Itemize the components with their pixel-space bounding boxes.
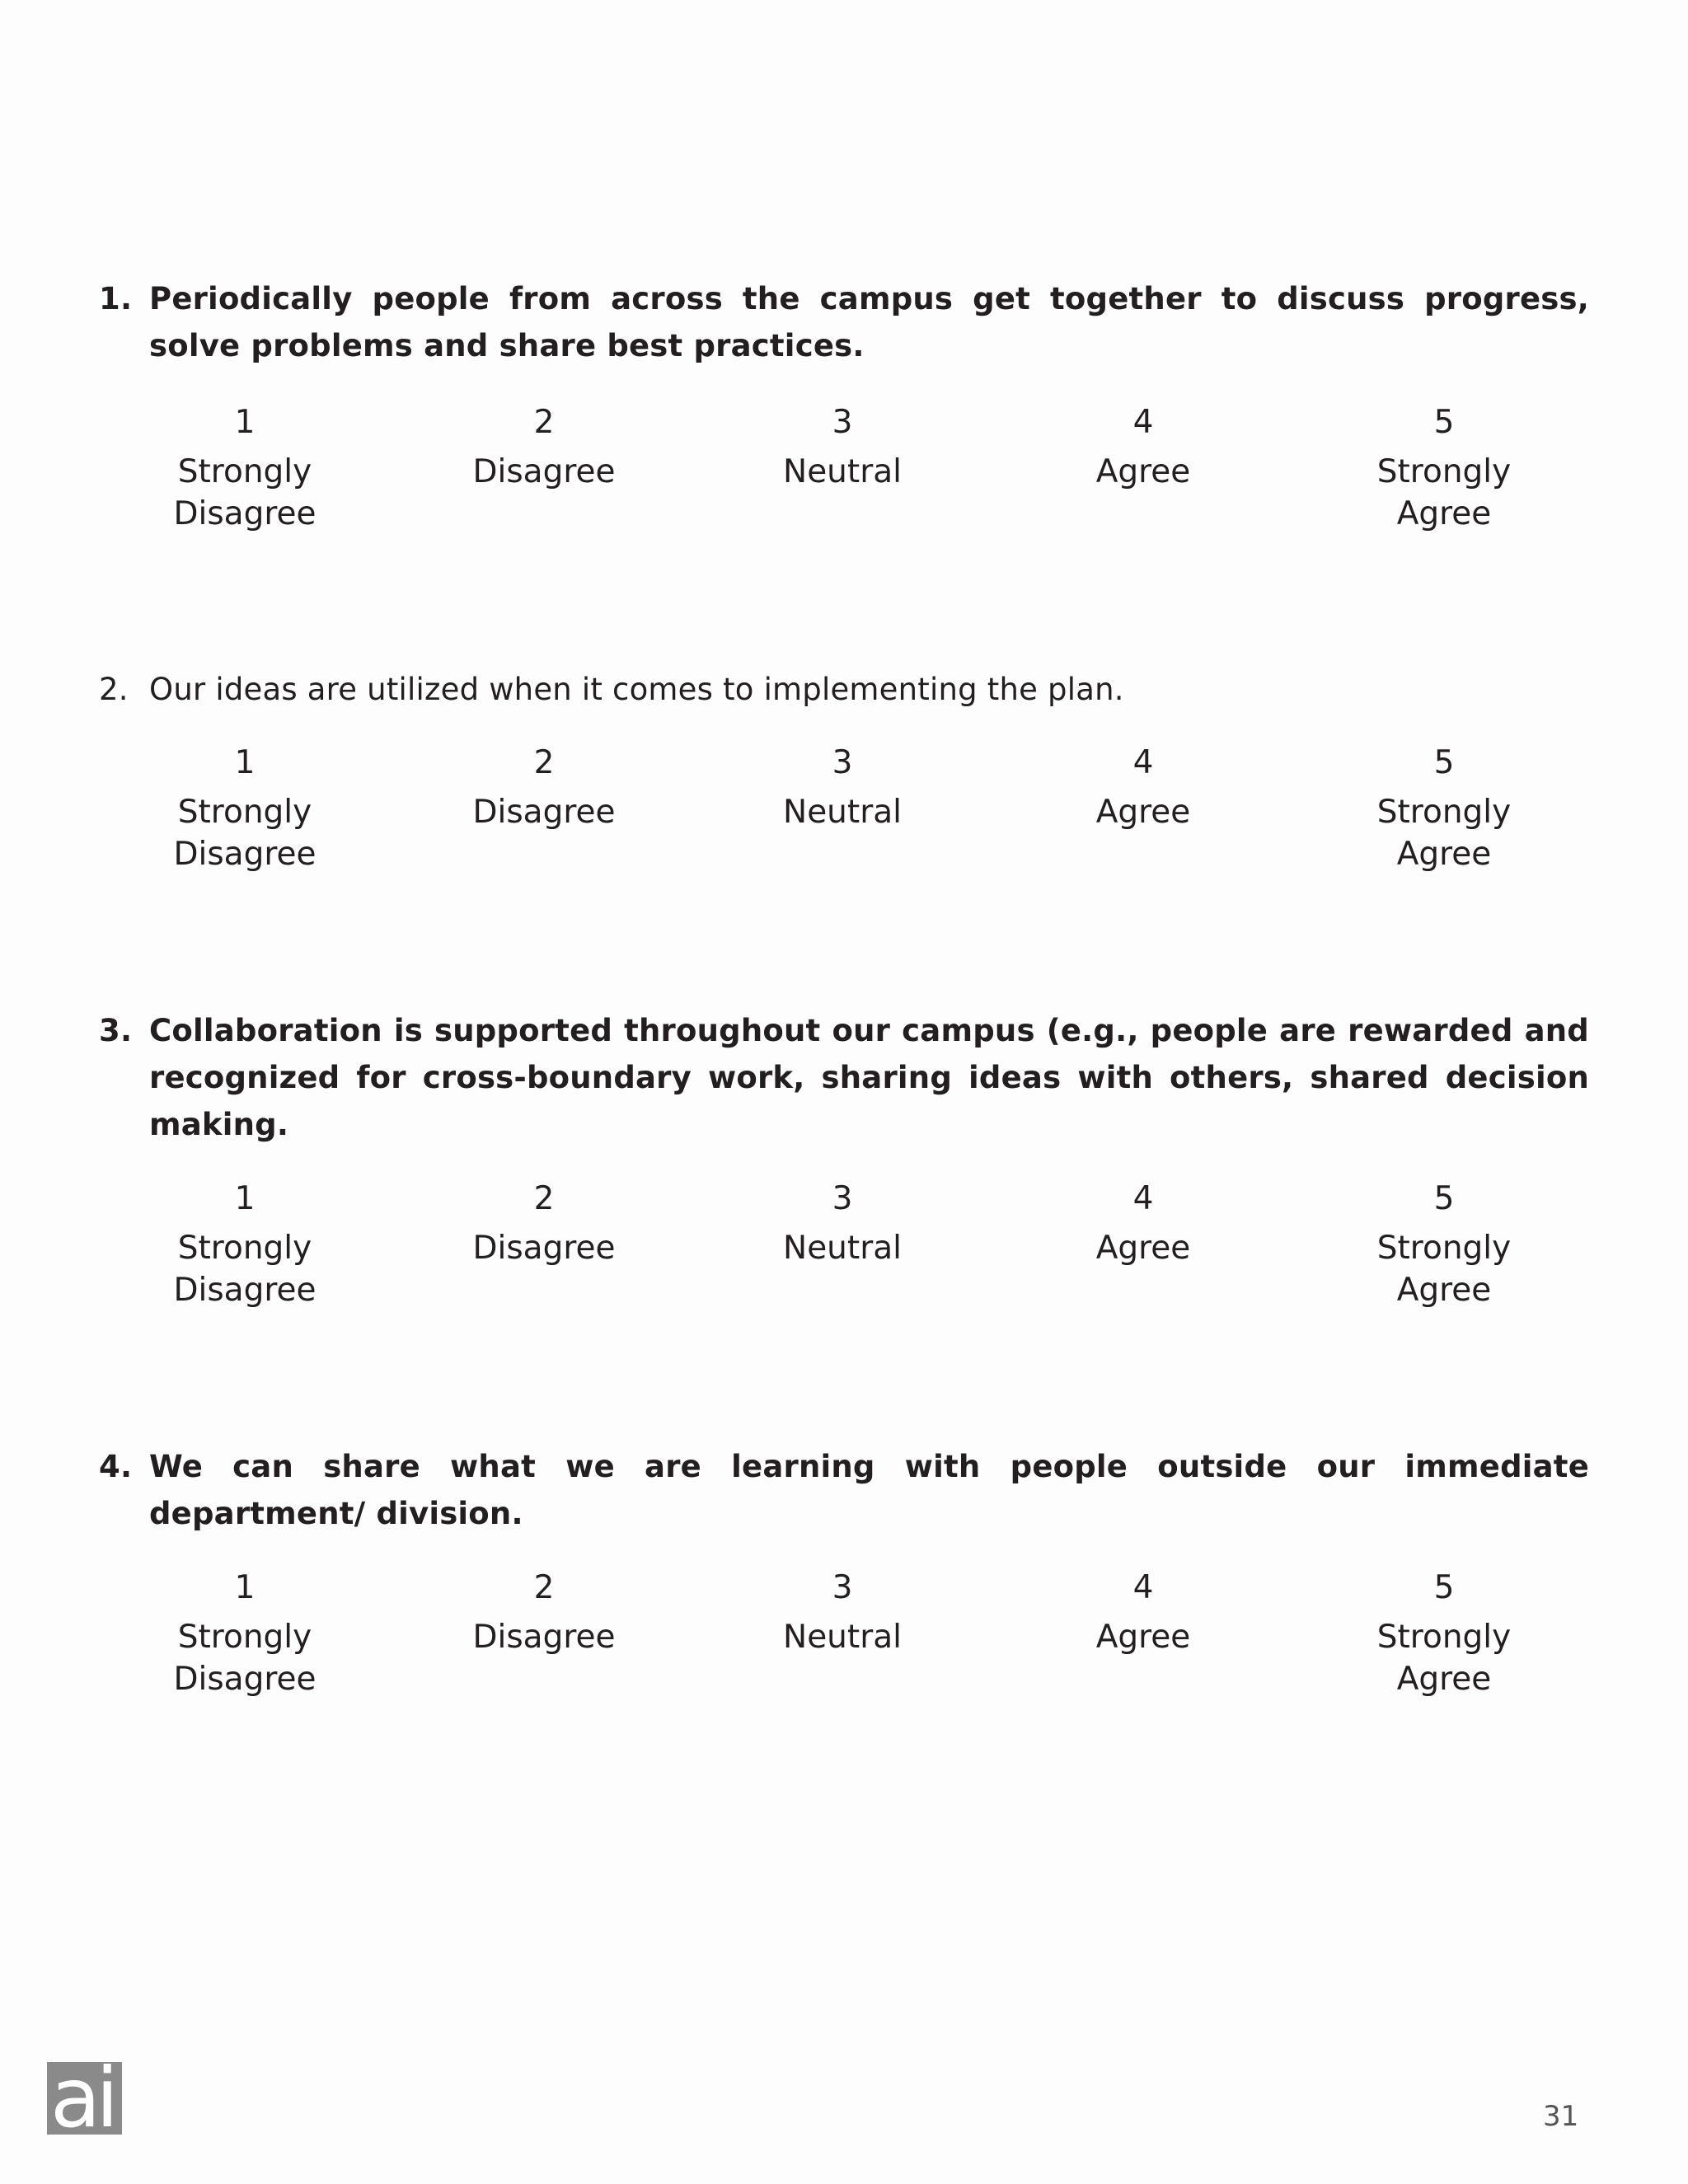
rating-scale <box>99 1178 1589 1343</box>
scale-label: Strongly Agree <box>1376 1619 1512 1698</box>
scale-label: Neutral <box>783 453 902 490</box>
scale-option-1[interactable] <box>96 401 393 535</box>
scale-option-3[interactable] <box>694 1567 991 1658</box>
question-prompt: Periodically people from across the campus get together to discuss progress, solve problems and share best practices. <box>149 281 1589 363</box>
question-number: 1. <box>99 281 133 316</box>
scale-option-4[interactable] <box>995 742 1292 833</box>
ai-logo <box>47 2062 122 2135</box>
question-text <box>99 666 1589 713</box>
scale-label: Strongly Disagree <box>173 794 316 873</box>
scale-label: Strongly Disagree <box>173 1619 316 1698</box>
scale-option-4[interactable] <box>995 1567 1292 1658</box>
question-3 <box>99 1007 1589 1309</box>
scale-option-1[interactable] <box>96 742 393 875</box>
scale-value: 5 <box>1433 1180 1455 1217</box>
scale-value: 3 <box>832 1569 853 1606</box>
question-1 <box>99 275 1589 532</box>
question-number: 3. <box>99 1013 133 1048</box>
question-4 <box>99 1443 1589 1698</box>
scale-value: 2 <box>533 1180 555 1217</box>
scale-value: 1 <box>234 1569 256 1606</box>
scale-label: Disagree <box>472 453 616 490</box>
scale-option-5[interactable] <box>1296 742 1592 875</box>
scale-label: Disagree <box>472 794 616 831</box>
scale-label: Agree <box>1095 453 1191 490</box>
question-2 <box>99 666 1589 873</box>
scale-option-5[interactable] <box>1296 401 1592 535</box>
scale-value: 4 <box>1132 744 1154 781</box>
scale-label: Disagree <box>472 1230 616 1267</box>
scale-value: 2 <box>533 744 555 781</box>
scale-label: Neutral <box>783 1230 902 1267</box>
scale-option-2[interactable] <box>396 401 692 493</box>
scale-label: Agree <box>1095 1619 1191 1656</box>
question-number: 2. <box>99 672 129 707</box>
scale-label: Strongly Agree <box>1376 1230 1512 1309</box>
scale-label: Strongly Disagree <box>173 453 316 532</box>
scale-label: Disagree <box>472 1619 616 1656</box>
scale-option-2[interactable] <box>396 1567 692 1658</box>
scale-option-2[interactable] <box>396 1178 692 1269</box>
scale-label: Neutral <box>783 794 902 831</box>
question-text <box>99 1443 1589 1537</box>
scale-option-1[interactable] <box>96 1178 393 1311</box>
scale-value: 5 <box>1433 404 1455 441</box>
scale-label: Strongly Agree <box>1376 794 1512 873</box>
scale-option-3[interactable] <box>694 401 991 493</box>
scale-value: 4 <box>1132 1569 1154 1606</box>
scale-option-4[interactable] <box>995 1178 1292 1269</box>
scale-label: Strongly Agree <box>1376 453 1512 532</box>
question-number: 4. <box>99 1449 133 1484</box>
question-prompt: We can share what we are learning with people outside our immediate department/ division. <box>149 1449 1589 1531</box>
page-number: 31 <box>1543 2100 1579 2133</box>
scale-label: Neutral <box>783 1619 902 1656</box>
scale-option-4[interactable] <box>995 401 1292 493</box>
rating-scale <box>99 1567 1589 1732</box>
scale-option-3[interactable] <box>694 1178 991 1269</box>
scale-option-1[interactable] <box>96 1567 393 1700</box>
scale-value: 4 <box>1132 1180 1154 1217</box>
scale-value: 1 <box>234 404 256 441</box>
scale-value: 3 <box>832 1180 853 1217</box>
scale-option-5[interactable] <box>1296 1567 1592 1700</box>
scale-value: 5 <box>1433 1569 1455 1606</box>
scale-value: 3 <box>832 404 853 441</box>
scale-value: 5 <box>1433 744 1455 781</box>
scale-label: Strongly Disagree <box>173 1230 316 1309</box>
scale-label: Agree <box>1095 794 1191 831</box>
scale-value: 4 <box>1132 404 1154 441</box>
question-prompt: Collaboration is supported throughout our campus (e.g., people are rewarded and recognized for cross-boundary work, sharing ideas with others, shared decision making. <box>149 1013 1589 1142</box>
scale-value: 2 <box>533 1569 555 1606</box>
logo-text: ai <box>50 2062 115 2135</box>
scale-value: 1 <box>234 744 256 781</box>
question-text <box>99 1007 1589 1148</box>
scale-option-2[interactable] <box>396 742 692 833</box>
scale-option-3[interactable] <box>694 742 991 833</box>
question-text <box>99 275 1589 369</box>
question-prompt: Our ideas are utilized when it comes to implementing the plan. <box>149 672 1124 707</box>
rating-scale <box>99 401 1589 566</box>
scale-option-5[interactable] <box>1296 1178 1592 1311</box>
scale-value: 1 <box>234 1180 256 1217</box>
scale-value: 2 <box>533 404 555 441</box>
scale-label: Agree <box>1095 1230 1191 1267</box>
scale-value: 3 <box>832 744 853 781</box>
rating-scale <box>99 742 1589 907</box>
